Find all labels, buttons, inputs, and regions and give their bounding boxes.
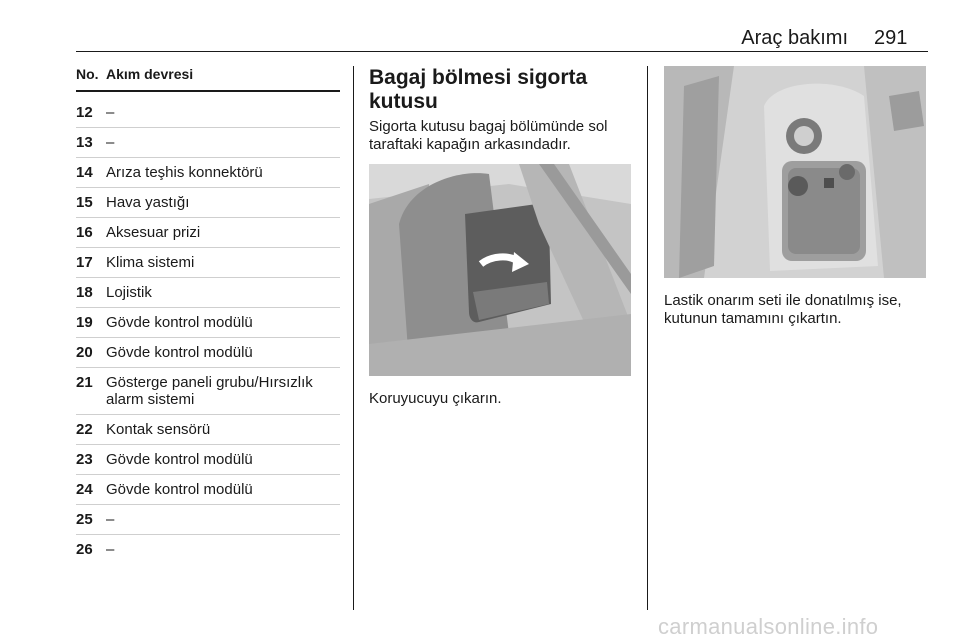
header-rule xyxy=(76,51,928,52)
watermark: carmanualsonline.info xyxy=(658,614,879,639)
table-row xyxy=(76,278,340,308)
caption-remove-cover: Koruyucuyu çıkarın. xyxy=(369,390,502,407)
trunk-cover-illustration xyxy=(369,164,631,376)
table-row xyxy=(76,535,340,564)
table-row xyxy=(76,475,340,505)
table-row xyxy=(76,505,340,535)
page-number: 291 xyxy=(874,27,908,49)
fuse-number: 21 xyxy=(76,374,93,391)
table-row xyxy=(76,188,340,218)
trunk-cover-photo xyxy=(369,164,631,376)
fuse-circuit: Gösterge paneli grubu/Hırsızlık alarm sistemi xyxy=(106,374,313,408)
fuse-circuit: Aksesuar prizi xyxy=(106,224,201,241)
column-header-circuit: Akım devresi xyxy=(106,66,194,82)
fuse-circuit: – xyxy=(106,104,115,121)
fuse-number: 12 xyxy=(76,104,93,121)
fuse-number: 20 xyxy=(76,344,93,361)
table-row xyxy=(76,338,340,368)
fuse-number: 22 xyxy=(76,421,93,438)
fuse-circuit: Gövde kontrol modülü xyxy=(106,314,253,331)
table-body xyxy=(76,98,340,564)
section-intro: Sigorta kutusu bagaj bölümünde sol taraftaki kapağın arkasındadır. xyxy=(369,118,608,153)
fuse-number: 25 xyxy=(76,511,93,528)
column-divider xyxy=(647,66,648,610)
fuse-number: 15 xyxy=(76,194,93,211)
table-row xyxy=(76,98,340,128)
table-row xyxy=(76,308,340,338)
fuse-number: 23 xyxy=(76,451,93,468)
fuse-box-illustration xyxy=(664,66,926,278)
fuse-circuit: Klima sistemi xyxy=(106,254,195,271)
fuse-circuit: Hava yastığı xyxy=(106,194,190,211)
fuse-number: 19 xyxy=(76,314,93,331)
table-row xyxy=(76,415,340,445)
fuse-circuit: Gövde kontrol modülü xyxy=(106,481,253,498)
caption-remove-box: Lastik onarım seti ile donatılmış ise, kutunun tamamını çıkartın. xyxy=(664,292,902,327)
fuse-number: 26 xyxy=(76,541,93,558)
table-row xyxy=(76,218,340,248)
fuse-number: 18 xyxy=(76,284,93,301)
table-row xyxy=(76,128,340,158)
fuse-circuit: Kontak sensörü xyxy=(106,421,211,438)
fuse-number: 16 xyxy=(76,224,93,241)
fuse-circuit: – xyxy=(106,134,115,151)
fuse-circuit: – xyxy=(106,511,115,528)
fuse-circuit: Arıza teşhis konnektörü xyxy=(106,164,263,181)
section-title: Bagaj bölmesi sigorta kutusu xyxy=(369,66,588,113)
table-row xyxy=(76,158,340,188)
table-row xyxy=(76,445,340,475)
fuse-number: 24 xyxy=(76,481,93,498)
fuse-circuit: – xyxy=(106,541,115,558)
fuse-circuit: Gövde kontrol modülü xyxy=(106,344,253,361)
column-header-no: No. xyxy=(76,66,99,82)
section-column xyxy=(369,66,631,154)
table-row xyxy=(76,368,340,415)
fuse-circuit: Lojistik xyxy=(106,284,152,301)
fuse-box-photo xyxy=(664,66,926,278)
fuse-number: 17 xyxy=(76,254,93,271)
table-header-rule xyxy=(76,90,340,92)
table-row xyxy=(76,248,340,278)
fuse-number: 13 xyxy=(76,134,93,151)
fuse-table xyxy=(76,66,340,564)
header-title: Araç bakımı xyxy=(741,27,848,49)
fuse-circuit: Gövde kontrol modülü xyxy=(106,451,253,468)
fuse-number: 14 xyxy=(76,164,93,181)
table-header xyxy=(76,66,340,90)
column-divider xyxy=(353,66,354,610)
